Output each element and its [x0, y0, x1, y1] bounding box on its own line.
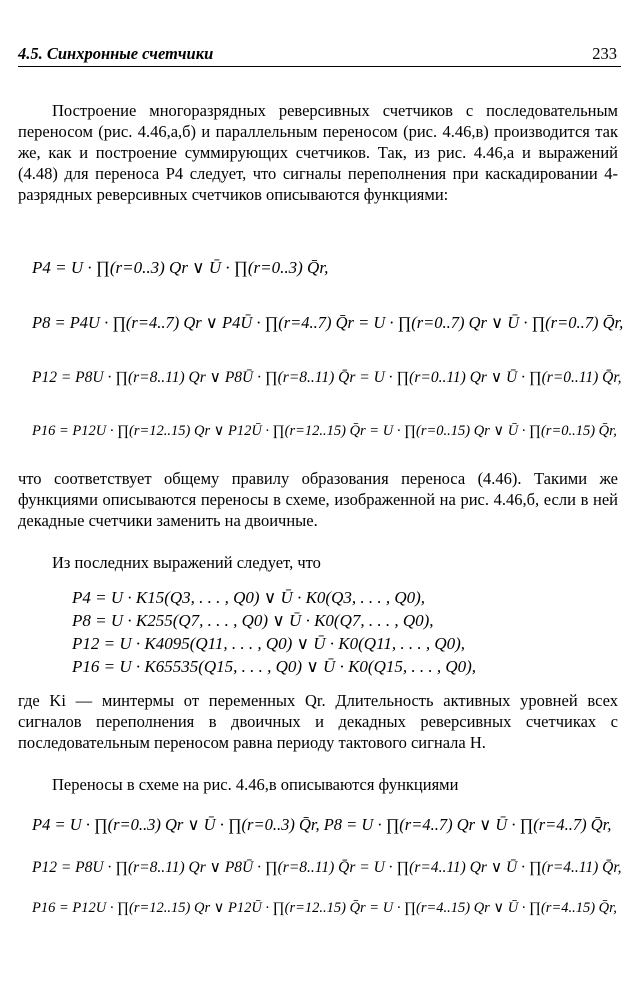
page-number: 233: [592, 44, 617, 63]
section-title: 4.5. Синхронные счетчики: [18, 44, 214, 63]
minterm-p8: P8 = U · K255(Q7, . . . , Q0) ∨ Ū · K0(Q7, . . . , Q0),: [72, 611, 434, 630]
parallel-p4-p8: P4 = U · ∏(r=0..3) Qr ∨ Ū · ∏(r=0..3) Q̄r, P8 = U · ∏(r=4..7) Qr ∨ Ū · ∏(r=4..7) Q̄r,: [32, 815, 612, 834]
paragraph-4: где Ki — минтермы от переменных Qr. Длительность активных уровней всех сигналов переполнения в двоичных и декадных реверсивных счетчиках с последовательным переносом равна периоду тактового сигнала H.: [18, 691, 618, 752]
running-header: [18, 42, 621, 68]
paragraph-5: Переносы в схеме на рис. 4.46,в описываются функциями: [52, 775, 459, 794]
equation-p16: P16 = P12U · ∏(r=12..15) Qr ∨ P12Ū · ∏(r=12..15) Q̄r = U · ∏(r=0..15) Qr ∨ Ū · ∏(r=0..15) Q̄r,: [32, 423, 617, 439]
equation-p8: P8 = P4U · ∏(r=4..7) Qr ∨ P4Ū · ∏(r=4..7) Q̄r = U · ∏(r=0..7) Qr ∨ Ū · ∏(r=0..7) Q̄r,: [32, 313, 624, 332]
header-rule: [18, 66, 621, 67]
paragraph-2: что соответствует общему правилу образования переноса (4.46). Такими же функциями описываются переносы в схеме, изображенной на рис. 4.46,б, если в ней декадные счетчики заменить на двоичные.: [18, 469, 618, 530]
minterm-p16: P16 = U · K65535(Q15, . . . , Q0) ∨ Ū · K0(Q15, . . . , Q0),: [72, 657, 477, 676]
minterm-p12: P12 = U · K4095(Q11, . . . , Q0) ∨ Ū · K0(Q11, . . . , Q0),: [72, 634, 466, 653]
minterm-p4: P4 = U · K15(Q3, . . . , Q0) ∨ Ū · K0(Q3, . . . , Q0),: [72, 588, 426, 607]
parallel-p16: P16 = P12U · ∏(r=12..15) Qr ∨ P12Ū · ∏(r=12..15) Q̄r = U · ∏(r=4..15) Qr ∨ Ū · ∏(r=4..15) Q̄r,: [32, 900, 617, 916]
paragraph-3: Из последних выражений следует, что: [52, 553, 321, 572]
parallel-p12: P12 = P8U · ∏(r=8..11) Qr ∨ P8Ū · ∏(r=8..11) Q̄r = U · ∏(r=4..11) Qr ∨ Ū · ∏(r=4..11) Q̄r,: [32, 859, 622, 876]
equation-p12: P12 = P8U · ∏(r=8..11) Qr ∨ P8Ū · ∏(r=8..11) Q̄r = U · ∏(r=0..11) Qr ∨ Ū · ∏(r=0..11) Q̄r,: [32, 369, 622, 386]
equation-p4: P4 = U · ∏(r=0..3) Qr ∨ Ū · ∏(r=0..3) Q̄r,: [32, 258, 329, 277]
paragraph-1: Построение многоразрядных реверсивных счетчиков с последовательным переносом (рис. 4.46,а,б) и параллельным переносом (рис. 4.46,в) производится так же, как и построение суммирующих счетчиков. Так, из рис. 4.46,а и выражений (4.48) для переноса P4 следует, что сигналы переполнения при каскадировании 4-разрядных реверсивных счетчиков описываются функциями:: [18, 101, 618, 204]
